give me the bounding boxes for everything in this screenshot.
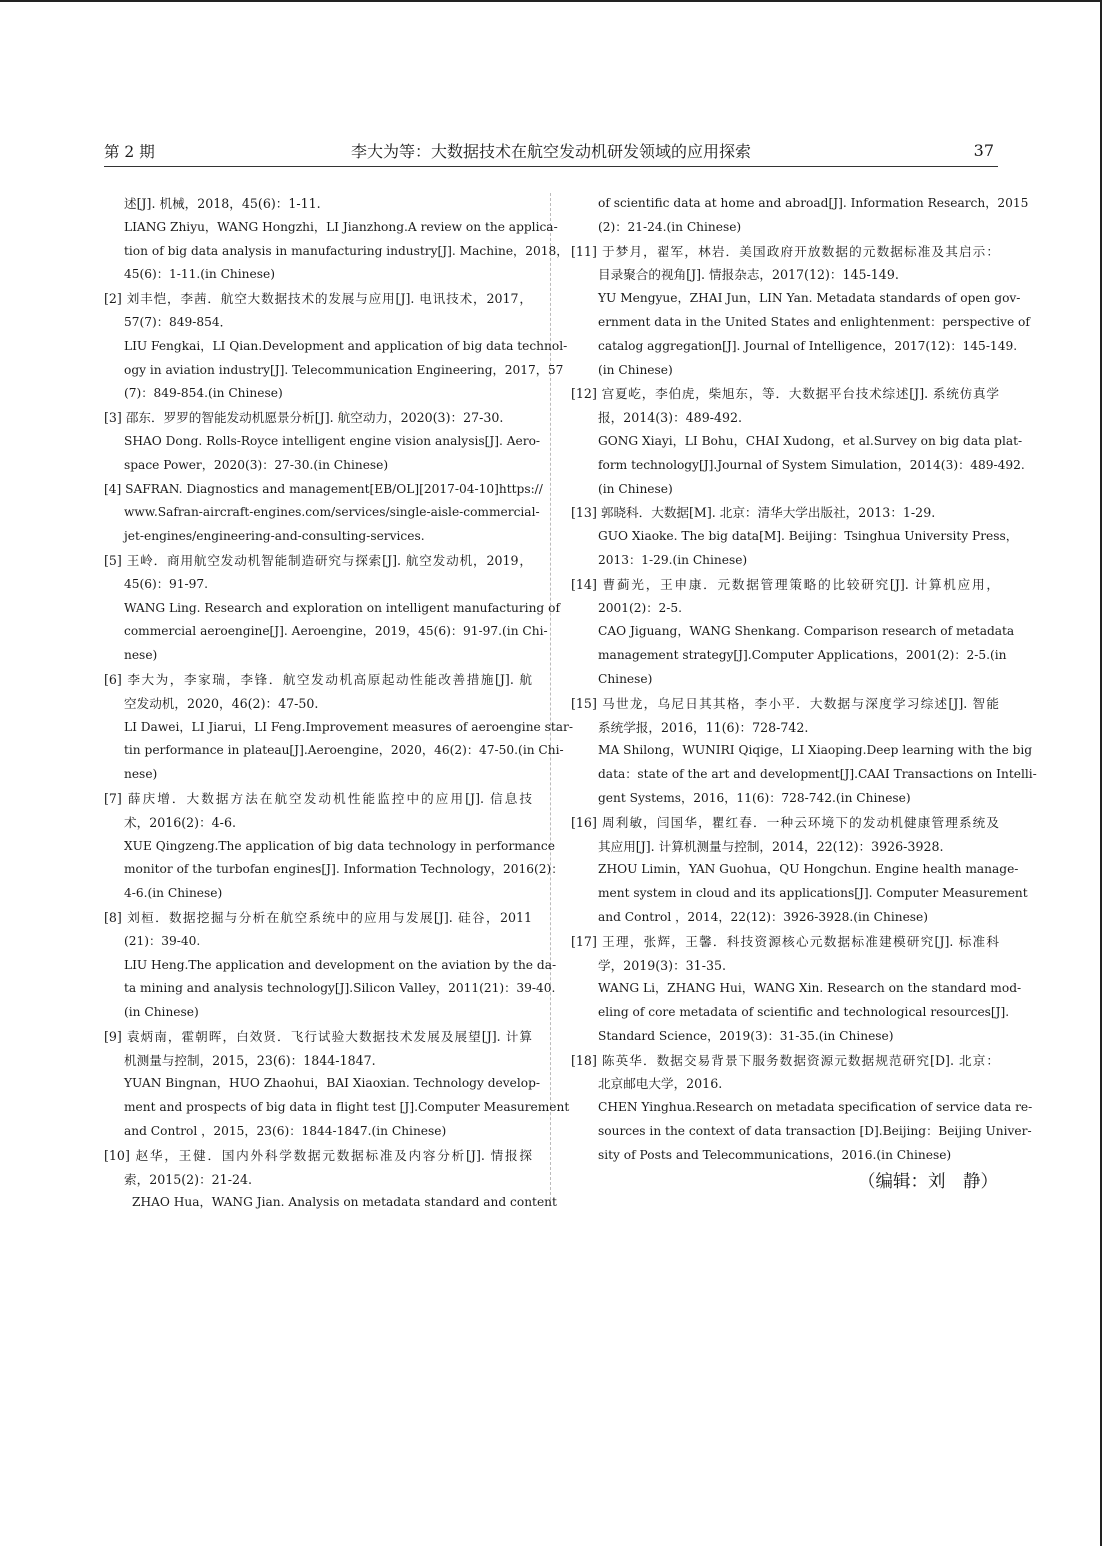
reference-line: 45(6)：91-97.	[124, 576, 208, 591]
reference-line: [16] 周利敏，闫国华，瞿红春．一种云环境下的发动机健康管理系统及	[571, 814, 999, 830]
reference-line: WANG Ling. Research and exploration on intelligent manufacturing of	[124, 600, 560, 615]
reference-line: (2)：21-24.(in Chinese)	[598, 219, 742, 234]
reference-line: ZHOU Limin，YAN Guohua，QU Hongchun. Engine health manage-	[598, 862, 1019, 877]
reference-line: www.Safran-aircraft-engines.com/services/single-aisle-commercial-	[124, 505, 540, 520]
reference-line: [7] 薛庆增．大数据方法在航空发动机性能监控中的应用[J]. 信息技	[104, 790, 532, 806]
reference-line: [13] 郭晓科．大数据[M]. 北京：清华大学出版社，2013：1-29.	[571, 505, 936, 521]
reference-line: GUO Xiaoke. The big data[M]. Beijing：Tsinghua University Press，	[598, 529, 1018, 544]
reference-line: [5] 王岭．商用航空发动机智能制造研究与探索[J]. 航空发动机，2019，	[104, 552, 532, 568]
reference-line: tin performance in plateau[J].Aeroengine，2020，46(2)：47-50.(in Chi-	[124, 743, 564, 758]
reference-line: ment and prospects of big data in flight test [J].Computer Measurement	[124, 1100, 570, 1115]
reference-line: XUE Qingzeng.The application of big data technology in performance	[124, 838, 555, 853]
reference-line: (in Chinese)	[598, 362, 673, 377]
reference-line: gent Systems，2016，11(6)：728-742.(in Chinese)	[598, 790, 911, 805]
reference-line: LIU Heng.The application and development on the aviation by the da-	[124, 957, 557, 972]
reference-line: 57(7)：849-854．	[124, 314, 232, 329]
reference-line: [6] 李大为，李家瑞，李锋．航空发动机高原起动性能改善措施[J]. 航	[104, 671, 532, 687]
reference-line: management strategy[J].Computer Applications，2001(2)：2-5.(in	[598, 648, 1007, 663]
reference-line: ta mining and analysis technology[J].Silicon Valley，2011(21)：39-40.	[124, 981, 556, 996]
references-left-column	[104, 192, 574, 1215]
reference-line: GONG Xiayi，LI Bohu，CHAI Xudong，et al.Survey on big data plat-	[598, 433, 1023, 448]
references-right-column	[571, 192, 1037, 1168]
reference-line: nese)	[124, 648, 158, 663]
reference-line: 空发动机，2020，46(2)：47-50.	[124, 695, 319, 711]
reference-line: 目录聚合的视角[J]. 情报杂志，2017(12)：145-149.	[598, 267, 899, 283]
reference-line: jet-engines/engineering-and-consulting-services.	[124, 529, 425, 544]
reference-line: monitor of the turbofan engines[J]. Information Technology，2016(2)：	[124, 862, 564, 877]
reference-line: 2013：1-29.(in Chinese)	[598, 552, 748, 567]
reference-line: LI Dawei，LI Jiarui，LI Feng.Improvement measures of aeroengine star-	[124, 719, 574, 734]
running-header	[104, 141, 998, 167]
reference-line: ogy in aviation industry[J]. Telecommunication Engineering，2017，57	[124, 362, 564, 377]
reference-line: eling of core metadata of scientific and technological resources[J].	[598, 1005, 1010, 1020]
page-top-border	[0, 0, 1102, 2]
reference-line: CAO Jiguang，WANG Shenkang. Comparison research of metadata	[598, 624, 1015, 639]
reference-line: (21)：39-40.	[124, 933, 201, 948]
reference-line: ernment data in the United States and enlightenment：perspective of	[598, 314, 1030, 329]
reference-line: 机测量与控制，2015，23(6)：1844-1847.	[124, 1052, 376, 1068]
reference-line: [11] 于梦月，翟军，林岩．美国政府开放数据的元数据标准及其启示：	[571, 243, 999, 259]
reference-line: [9] 袁炳南，霍朝晖，白效贤．飞行试验大数据技术发展及展望[J]. 计算	[104, 1028, 532, 1044]
reference-line: [14] 曹蓟光，王申康．元数据管理策略的比较研究[J]. 计算机应用，	[571, 576, 999, 592]
header-rule	[104, 166, 998, 167]
reference-line: nese)	[124, 767, 158, 782]
reference-line: CHEN Yinghua.Research on metadata specification of service data re-	[598, 1100, 1033, 1115]
reference-line: 45(6)：1-11.(in Chinese)	[124, 267, 275, 282]
reference-line: [4] SAFRAN. Diagnostics and management[EB/OL][2017-04-10]https://	[104, 481, 543, 496]
reference-line: data：state of the art and development[J].CAAI Transactions on Intelli-	[598, 767, 1037, 782]
reference-line: LIU Fengkai，LI Qian.Development and application of big data technol-	[124, 338, 568, 353]
reference-line: [10] 赵华，王健．国内外科学数据元数据标准及内容分析[J]. 情报探	[104, 1147, 532, 1163]
reference-line: and Control ，2014，22(12)：3926-3928.(in Chinese)	[598, 909, 928, 924]
reference-line: form technology[J].Journal of System Simulation，2014(3)：489-492.	[598, 457, 1025, 472]
reference-line: (in Chinese)	[598, 481, 673, 496]
reference-line: 学，2019(3)：31-35.	[598, 957, 726, 973]
reference-line: YU Mengyue，ZHAI Jun，LIN Yan. Metadata standards of open gov-	[598, 291, 1021, 306]
reference-line: ment system in cloud and its applications[J]. Computer Measurement	[598, 886, 1028, 901]
reference-line: (7)：849-854.(in Chinese)	[124, 386, 283, 401]
reference-line: SHAO Dong. Rolls-Royce intelligent engine vision analysis[J]. Aero-	[124, 433, 541, 448]
running-title: 李大为等：大数据技术在航空发动机研发领域的应用探索	[350, 142, 751, 161]
reference-line: sources in the context of data transaction [D].Beijing：Beijing Univer-	[598, 1124, 1032, 1139]
reference-line: space Power，2020(3)：27-30.(in Chinese)	[124, 457, 389, 472]
reference-line: 4-6.(in Chinese)	[124, 886, 223, 901]
reference-line: Standard Science，2019(3)：31-35.(in Chinese)	[598, 1028, 894, 1043]
reference-line: Chinese)	[598, 671, 653, 686]
reference-line: [3] 邵东．罗罗的智能发动机愿景分析[J]. 航空动力，2020(3)：27-30.	[104, 410, 504, 426]
reference-line: and Control ，2015，23(6)：1844-1847.(in Chinese)	[124, 1124, 447, 1139]
reference-line: 述[J]. 机械，2018，45(6)：1-11.	[124, 196, 321, 211]
reference-line: 报，2014(3)：489-492.	[598, 410, 743, 426]
reference-line: tion of big data analysis in manufacturing industry[J]. Machine，2018，	[124, 243, 569, 258]
reference-line: [15] 马世龙，乌尼日其其格，李小平．大数据与深度学习综述[J]. 智能	[571, 695, 999, 711]
reference-line: WANG Li，ZHANG Hui，WANG Xin. Research on the standard mod-	[598, 981, 1022, 996]
reference-line: of scientific data at home and abroad[J]. Information Research，2015	[598, 196, 1029, 210]
reference-line: ZHAO Hua，WANG Jian. Analysis on metadata standard and content	[132, 1195, 557, 1210]
reference-line: catalog aggregation[J]. Journal of Intelligence，2017(12)：145-149.	[598, 338, 1018, 353]
editor-note: （编辑：刘 静）	[858, 1172, 998, 1192]
reference-line: [12] 宫夏屹，李伯虎，柴旭东，等．大数据平台技术综述[J]. 系统仿真学	[571, 386, 999, 402]
page-number: 37	[973, 141, 994, 160]
reference-line: 2001(2)：2-5.	[598, 600, 682, 615]
reference-line: 索，2015(2)：21-24.	[124, 1171, 252, 1187]
reference-line: [18] 陈英华．数据交易背景下服务数据资源元数据规范研究[D]. 北京：	[571, 1052, 999, 1068]
reference-line: YUAN Bingnan，HUO Zhaohui，BAI Xiaoxian. Technology develop-	[124, 1076, 540, 1091]
reference-line: 系统学报，2016，11(6)：728-742.	[598, 719, 809, 735]
reference-line: 其应用[J]. 计算机测量与控制，2014，22(12)：3926-3928.	[598, 838, 944, 854]
reference-line: commercial aeroengine[J]. Aeroengine，2019，45(6)：91-97.(in Chi-	[124, 624, 548, 639]
reference-line: [2] 刘丰恺，李茜．航空大数据技术的发展与应用[J]. 电讯技术，2017，	[104, 291, 532, 307]
reference-line: MA Shilong，WUNIRI Qiqige，LI Xiaoping.Deep learning with the big	[598, 743, 1033, 758]
issue-number: 第 2 期	[104, 143, 155, 161]
reference-line: 北京邮电大学，2016.	[598, 1076, 723, 1092]
reference-line: [8] 刘桓．数据挖掘与分析在航空系统中的应用与发展[J]. 硅谷，2011	[104, 909, 532, 925]
reference-line: LIANG Zhiyu，WANG Hongzhi，LI Jianzhong.A review on the applica-	[124, 219, 558, 234]
reference-line: (in Chinese)	[124, 1005, 199, 1020]
reference-line: [17] 王理，张辉，王馨．科技资源核心元数据标准建模研究[J]. 标准科	[571, 933, 999, 949]
reference-line: sity of Posts and Telecommunications，2016.(in Chinese)	[598, 1147, 952, 1162]
reference-line: 术，2016(2)：4-6.	[124, 814, 236, 830]
